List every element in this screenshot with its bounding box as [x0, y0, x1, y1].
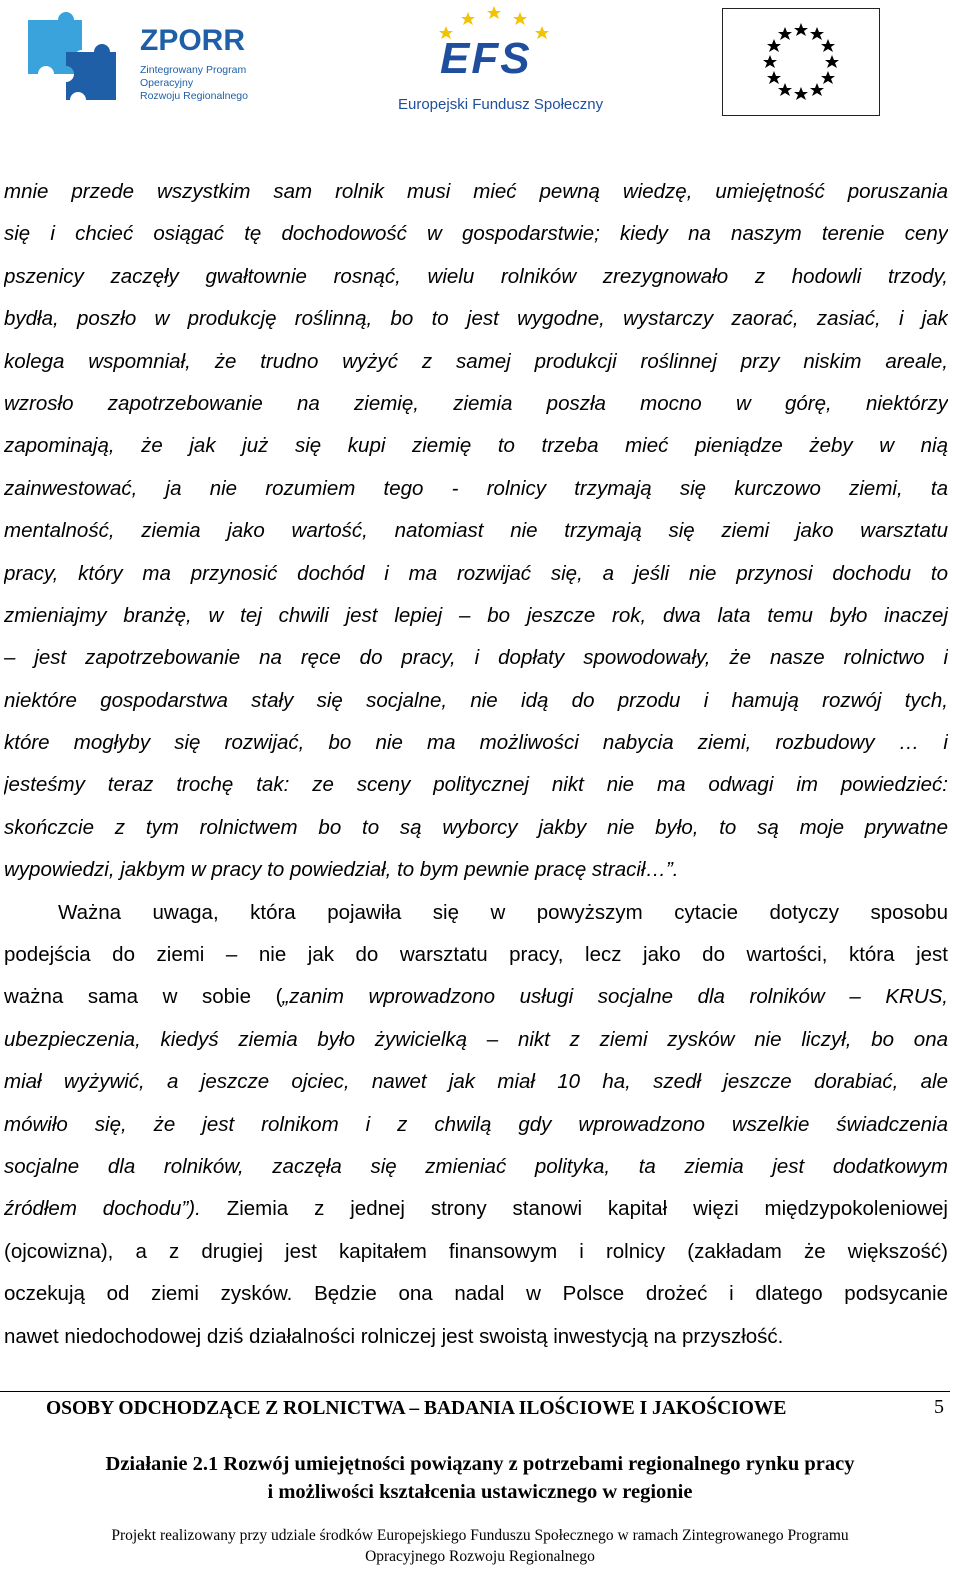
zporr-subtitle: Zintegrowany Program Operacyjny Rozwoju Regionalnego	[140, 64, 248, 102]
text-line: kolega wspomniał, że trudno wyżyć z samej produkcji roślinnej przy niskim areale,	[4, 349, 948, 373]
text-line: pracy, który ma przynosić dochód i ma rozwijać się, a jeśli nie przynosi dochodu to	[4, 561, 948, 585]
text-line: miał wyżywić, a jeszcze ojciec, nawet jak miał 10 ha, szedł jeszcze dorabiać, ale	[4, 1070, 948, 1094]
header-logos	[0, 0, 960, 130]
text-line: się i chcieć osiągać tę dochodowość w gospodarstwie; kiedy na naszym terenie ceny	[4, 222, 948, 246]
footer-divider	[0, 1391, 950, 1392]
text-line: zainwestować, ja nie rozumiem tego - rolnicy trzymają się kurczowo ziemi, ta	[4, 476, 948, 500]
zporr-title: ZPORR	[140, 24, 245, 57]
text-line: Ważna uwaga, która pojawiła się w powyższym cytacie dotyczy sposobu	[58, 900, 948, 924]
project-line-2: Opracyjnego Rozwoju Regionalnego	[365, 1548, 595, 1565]
text-line: zmieniajmy branżę, w tej chwili jest lepiej – bo jeszcze rok, dwa lata temu było inaczej	[4, 603, 948, 627]
text-line: – jest zapotrzebowanie na ręce do pracy, i dopłaty spowodowały, że nasze rolnictwo i	[4, 646, 948, 670]
action-heading	[0, 1450, 960, 1506]
text-line: socjalne dla rolników, zaczęła się zmieniać polityka, ta ziemia jest dodatkowym	[4, 1154, 948, 1178]
text-line: nawet niedochodowej dziś działalności rolniczej jest swoistą inwestycją na przyszłość.	[4, 1324, 784, 1348]
text-line: zapominają, że jak już się kupi ziemię to trzeba mieć pieniądze żeby w nią	[4, 434, 948, 458]
text-segment: ważna sama w sobie (	[4, 985, 283, 1009]
text-line: jesteśmy teraz trochę tak: ze sceny politycznej nikt nie ma odwagi im powiedzieć:	[4, 773, 948, 797]
text-line: podejścia do ziemi – nie jak do warsztatu pracy, lecz jako do wartości, która jest	[4, 943, 948, 967]
text-line: bydła, poszło w produkcję roślinną, bo to jest wygodne, wystarczy zaorać, zasiać, i jak	[4, 307, 948, 331]
text-line: które mogłyby się rozwijać, bo nie ma możliwości nabycia ziemi, rozbudowy … i	[4, 731, 948, 755]
text-line: mnie przede wszystkim sam rolnik musi mieć pewną wiedzę, umiejętność poruszania	[4, 180, 948, 203]
text-line: pszenicy zaczęły gwałtownie rosnąć, wielu rolników zrezygnowało z hodowli trzody,	[4, 264, 948, 288]
text-segment: Ziemia z jednej strony stanowi kapitał więzi międzypokoleniowej	[200, 1197, 948, 1221]
text-line: wzrosło zapotrzebowanie na ziemię, ziemia poszła mocno w górę, niektórzy	[4, 391, 948, 415]
eu-stars-icon	[723, 9, 879, 115]
page-number: 5	[934, 1396, 944, 1418]
text-line: niektóre gospodarstwa stały się socjalne, nie idą do przodu i hamują rozwój tych,	[4, 688, 948, 712]
text-segment: „zanim wprowadzono usługi socjalne dla rolników – KRUS,	[282, 985, 948, 1009]
text-line: (ojcowizna), a z drugiej jest kapitałem finansowym i rolnicy (zakładam że większość)	[4, 1239, 948, 1263]
efs-mark: EFS	[440, 34, 532, 83]
text-line: wypowiedzi, jakbym w pracy to powiedział, to bym pewnie pracę stracił…”.	[4, 858, 679, 882]
text-line	[4, 1188, 948, 1230]
body-text	[4, 171, 948, 1358]
project-line-1: Projekt realizowany przy udziale środków Europejskiego Funduszu Społecznego w ramach Zintegrowanego Programu	[111, 1527, 849, 1544]
text-line: oczekują od ziemi zysków. Będzie ona nadal w Polsce drożeć i dlatego podsycanie	[4, 1282, 948, 1306]
text-line: mówiło się, że jest rolnikom i z chwilą gdy wprowadzono wszelkie świadczenia	[4, 1112, 948, 1136]
efs-logo	[396, 4, 604, 122]
text-line: mentalność, ziemia jako wartość, natomiast nie trzymają się ziemi jako warsztatu	[4, 519, 948, 543]
project-note	[0, 1525, 960, 1567]
eu-flag	[722, 8, 880, 116]
puzzle-icon	[24, 12, 124, 108]
action-line-1: Działanie 2.1 Rozwój umiejętności powiązany z potrzebami regionalnego rynku pracy	[105, 1453, 855, 1475]
efs-name: Europejski Fundusz Społeczny	[398, 96, 604, 113]
zporr-logo	[24, 12, 264, 108]
footer-title: OSOBY ODCHODZĄCE Z ROLNICTWA – BADANIA ILOŚCIOWE I JAKOŚCIOWE	[46, 1398, 787, 1419]
text-line: skończcie z tym rolnictwem bo to są wyborcy jakby nie było, to są moje prywatne	[4, 815, 948, 839]
text-line	[4, 976, 948, 1018]
text-segment: źródłem dochodu”).	[4, 1197, 201, 1221]
action-line-2: i możliwości kształcenia ustawicznego w regionie	[267, 1481, 693, 1503]
text-line: ubezpieczenia, kiedyś ziemia było żywicielką – nikt z ziemi zysków nie liczył, bo ona	[4, 1027, 948, 1051]
